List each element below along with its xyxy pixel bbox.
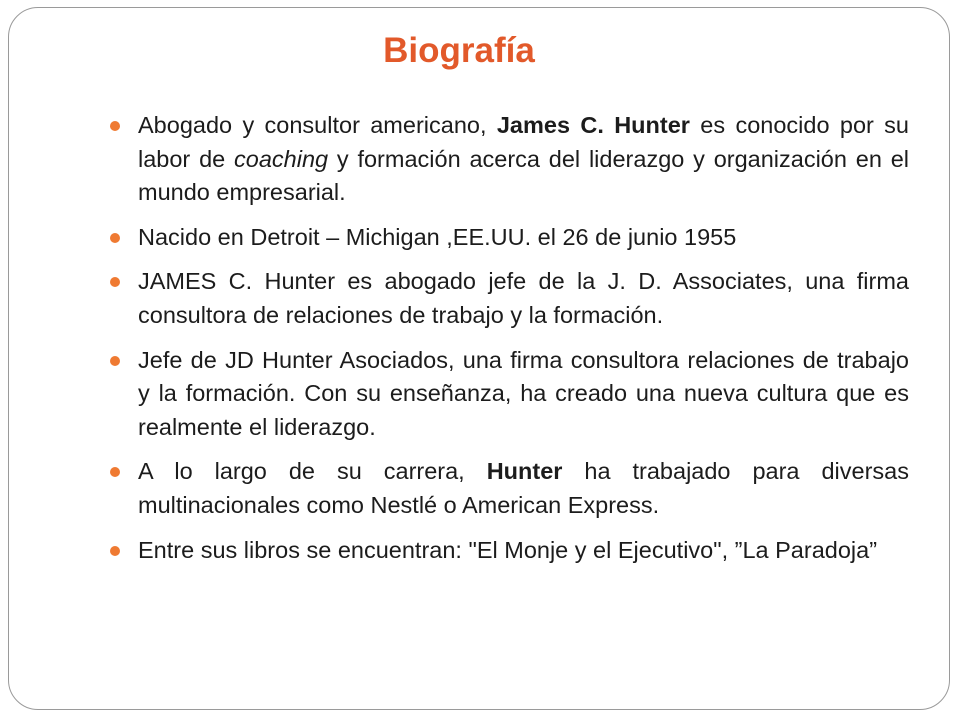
- bullet-text: [138, 537, 877, 563]
- bullet-text-segment: Jefe de JD Hunter Asociados, una firma consultora relaciones de trabajo y la formación. Con su enseñanza, ha creado una nueva cultura que es realmente el liderazgo.: [138, 346, 909, 440]
- bullet-text: [138, 224, 736, 250]
- bullet-item: [107, 344, 909, 445]
- bullet-dot-icon: [110, 233, 120, 243]
- bullet-dot-icon: [110, 356, 120, 366]
- bullet-list: [107, 109, 909, 578]
- bullet-text-segment: coaching: [234, 145, 329, 172]
- bullet-dot-icon: [110, 277, 120, 287]
- bullet-text-segment: Hunter: [486, 458, 563, 485]
- bullet-text-segment: Entre sus libros se encuentran: "El Monje y el Ejecutivo", ”La Paradoja”: [138, 536, 878, 563]
- bullet-text-segment: es conocido por su labor de: [138, 112, 910, 172]
- slide-frame: [8, 7, 950, 710]
- bullet-item: [107, 534, 909, 568]
- bullet-dot-icon: [110, 467, 120, 477]
- bullet-text: [138, 268, 909, 328]
- bullet-text-segment: A lo largo de su carrera,: [138, 458, 487, 485]
- bullet-text-segment: James C. Hunter: [496, 112, 690, 138]
- bullet-text-segment: Abogado y consultor americano,: [138, 112, 497, 138]
- bullet-item: [107, 455, 909, 522]
- bullet-text: [138, 347, 909, 440]
- bullet-text-segment: y formación acerca del liderazgo y organización en el mundo empresarial.: [138, 145, 909, 206]
- bullet-text-segment: JAMES C. Hunter es abogado jefe de la J. D. Associates, una firma consultora de relaciones de trabajo y la formación.: [138, 268, 909, 328]
- slide-title: Biografía: [383, 31, 535, 70]
- bullet-dot-icon: [110, 546, 120, 556]
- bullet-dot-icon: [110, 121, 120, 131]
- bullet-item: [107, 221, 909, 255]
- bullet-text: [138, 112, 909, 205]
- bullet-item: [107, 109, 909, 210]
- bullet-item: [107, 265, 909, 332]
- bullet-text: [138, 458, 909, 518]
- bullet-text-segment: Nacido en Detroit – Michigan ,EE.UU. el 26 de junio 1955: [138, 223, 737, 250]
- bullet-text-segment: ha trabajado para diversas multinacionales como Nestlé o American Express.: [138, 458, 909, 518]
